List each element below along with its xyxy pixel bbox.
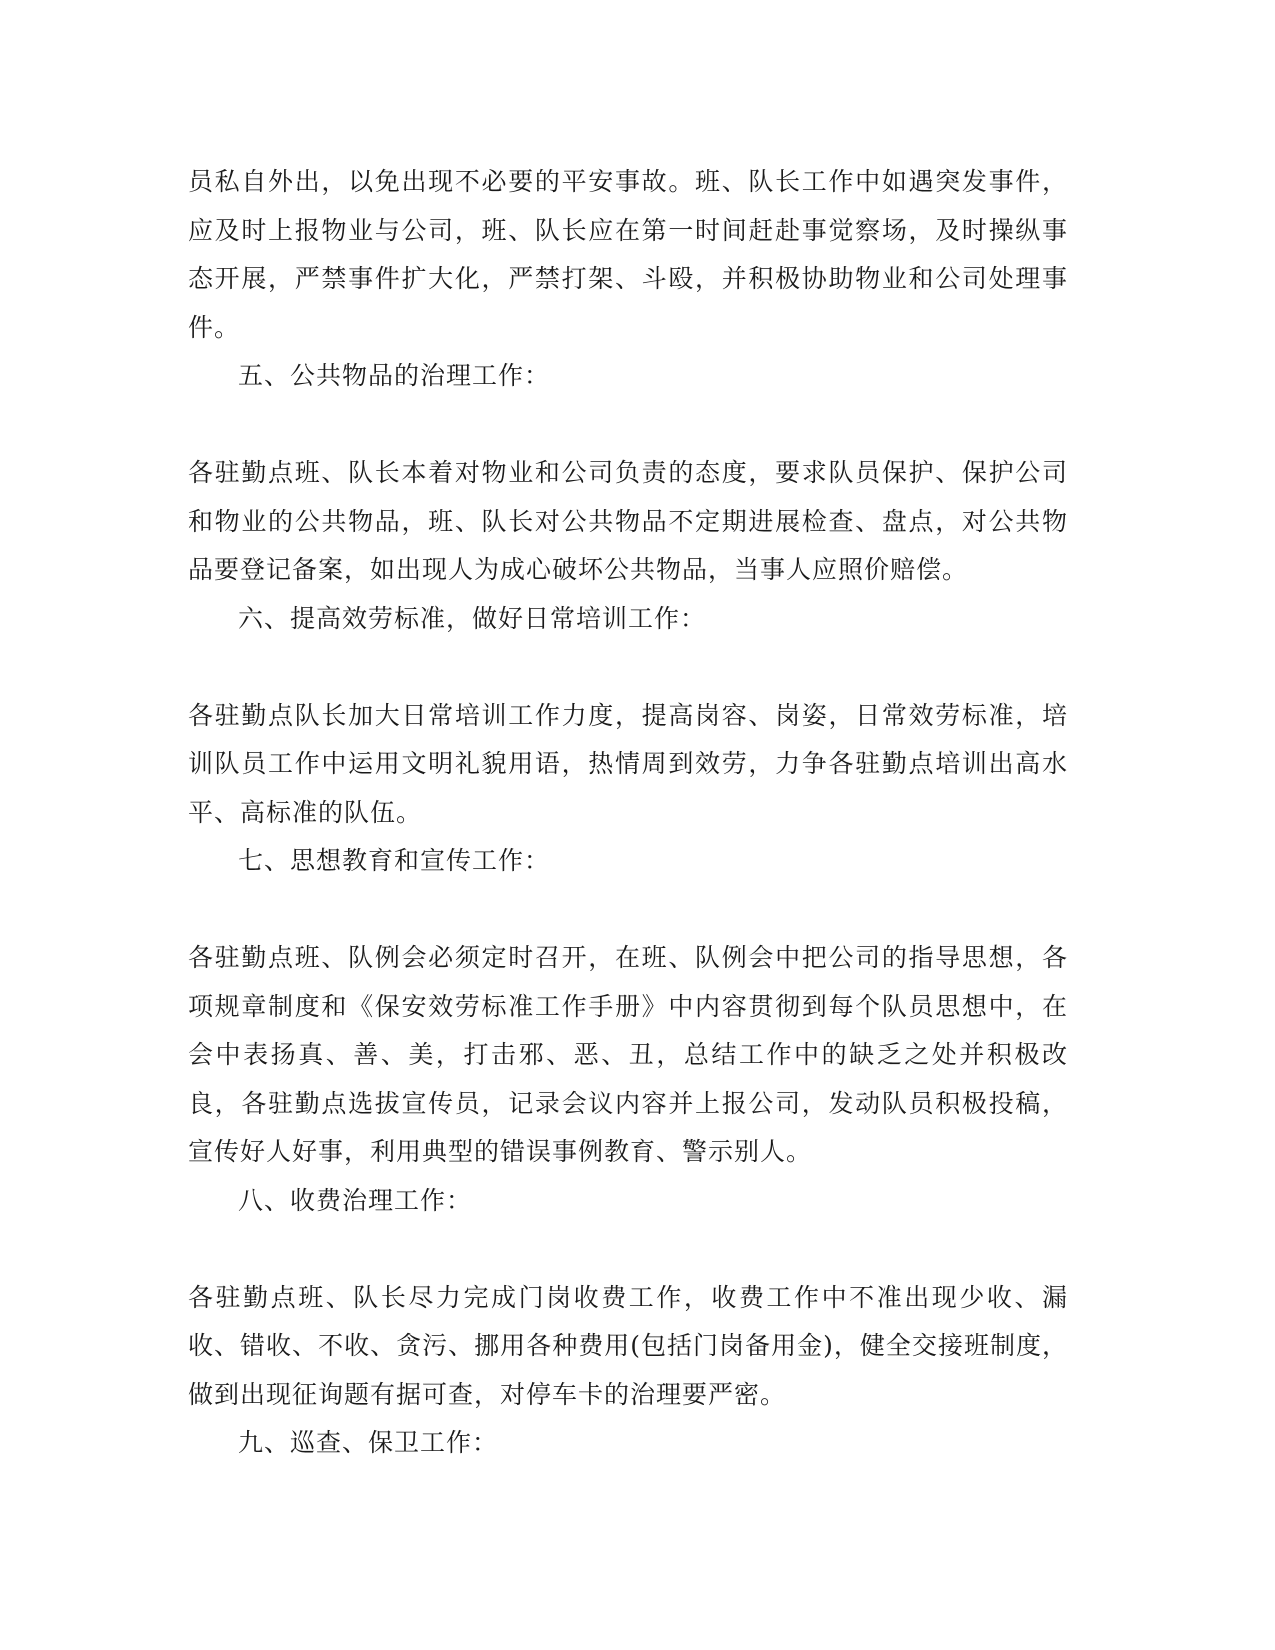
paragraph-education: 各驻勤点班、队例会必须定时召开，在班、队例会中把公司的指导思想，各项规章制度和《保安效劳标准工作手册》中内容贯彻到每个队员思想中，在会中表扬真、善、美，打击邪、恶、丑，总结工作中的缺乏之处并积极改良，各驻勤点选拔宣传员，记录会议内容并上报公司，发动队员积极投稿，宣传好人好事，利用典型的错误事例教育、警示别人。: [188, 943, 1068, 1166]
paragraph-incident-handling: 员私自外出，以免出现不必要的平安事故。班、队长工作中如遇突发事件，应及时上报物业与公司，班、队长应在第一时间赶赴事觉察场，及时操纵事态开展，严禁事件扩大化，严禁打架、斗殴，并积极协助物业和公司处理事件。: [188, 167, 1068, 342]
paragraph-training: 各驻勤点队长加大日常培训工作力度，提高岗容、岗姿，日常效劳标准，培训队员工作中运用文明礼貌用语，热情周到效劳，力争各驻勤点培训出高水平、高标准的队伍。: [188, 700, 1068, 827]
document-page: [188, 158, 1068, 1468]
section-heading-6: 六、提高效劳标准，做好日常培训工作：: [238, 603, 707, 633]
section-heading-8: 八、收费治理工作：: [238, 1185, 473, 1215]
paragraph-public-goods: 各驻勤点班、队长本着对物业和公司负责的态度，要求队员保护、保护公司和物业的公共物品，班、队长对公共物品不定期进展检查、盘点，对公共物品要登记备案，如出现人为成心破坏公共物品，当事人应照价赔偿。: [188, 458, 1068, 584]
paragraph-fees: 各驻勤点班、队长尽力完成门岗收费工作，收费工作中不准出现少收、漏收、错收、不收、贪污、挪用各种费用(包括门岗备用金)，健全交接班制度，做到出现征询题有据可查，对停车卡的治理要严密。: [188, 1282, 1068, 1409]
blank-line: [188, 643, 1068, 692]
section-heading-9: 九、巡查、保卫工作：: [238, 1428, 499, 1457]
blank-line: [188, 401, 1068, 450]
blank-line: [188, 886, 1068, 935]
section-heading-7: 七、思想教育和宣传工作：: [238, 846, 551, 875]
blank-line: [188, 1225, 1068, 1274]
section-heading-5: 五、公共物品的治理工作：: [238, 361, 551, 390]
